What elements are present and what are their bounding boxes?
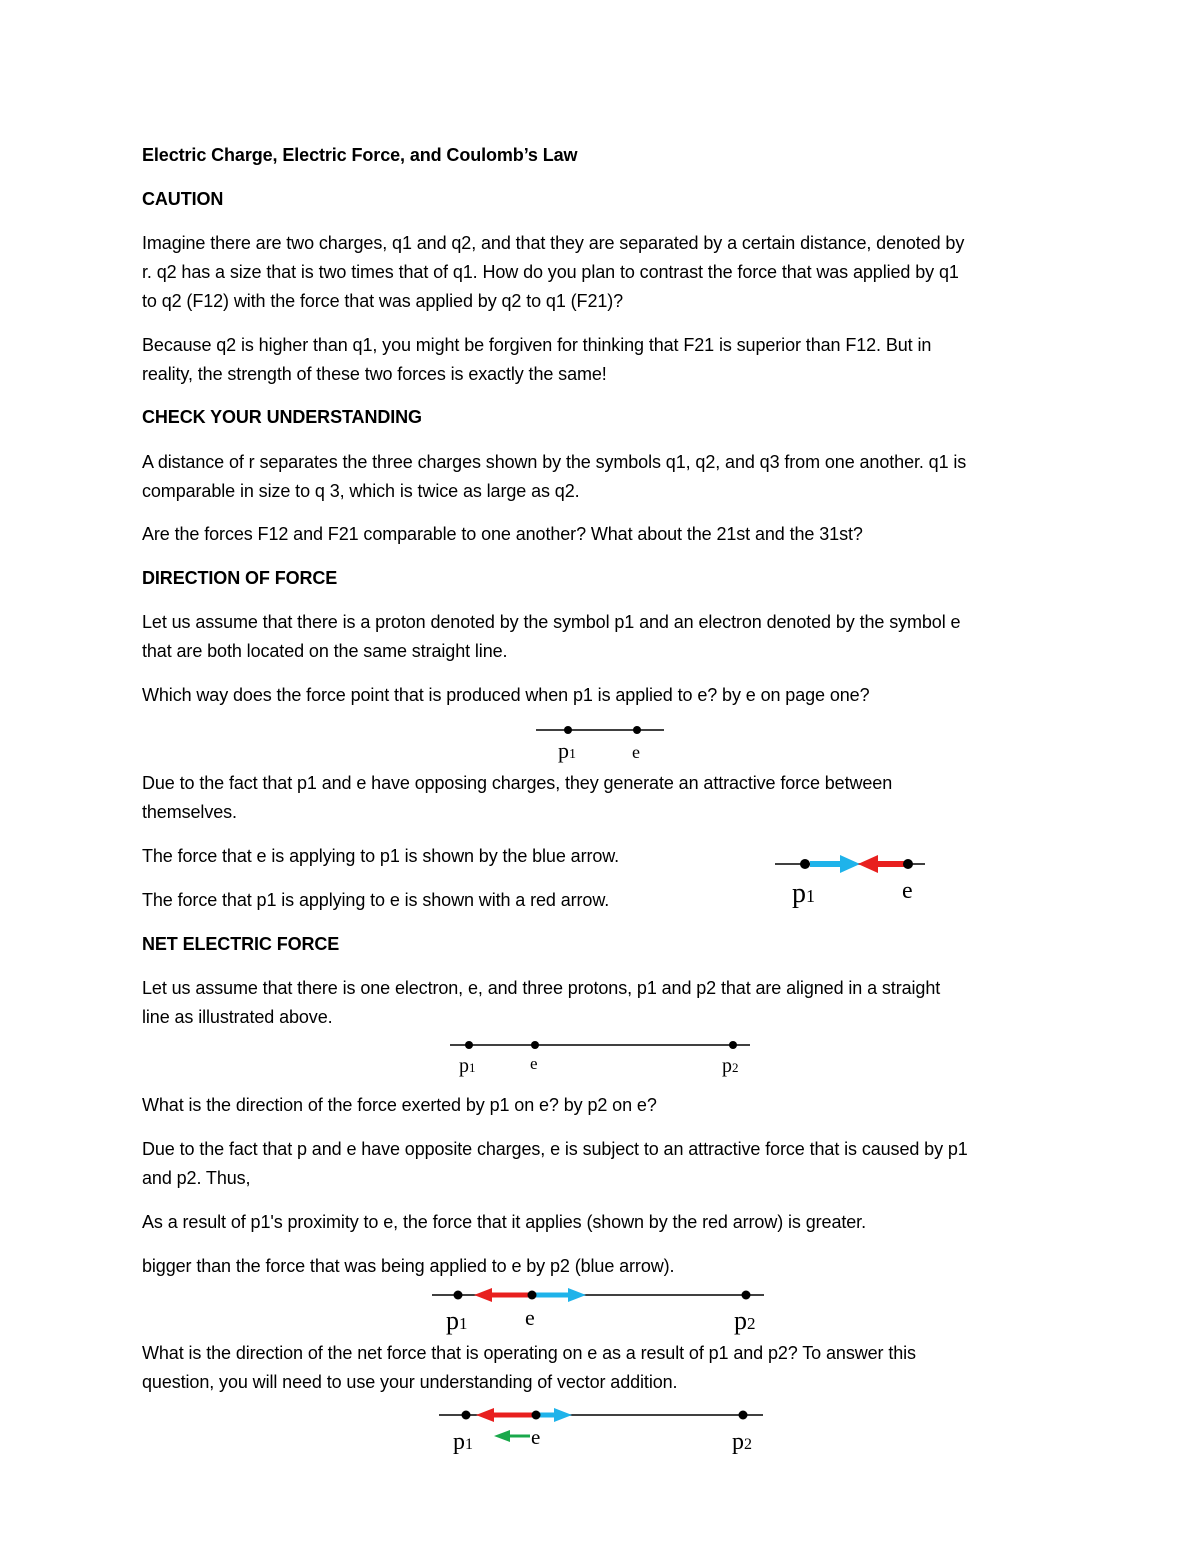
e-charge-dot — [532, 1411, 541, 1420]
net-paragraph-line: As a result of p1's proximity to e, the force that it applies (shown by the red arrow) is greater. — [142, 1212, 866, 1232]
caution-paragraph-line: to q2 (F12) with the force that was applied by q2 to q1 (F21)? — [142, 291, 624, 311]
net-heading: NET ELECTRIC FORCE — [142, 934, 340, 954]
check-paragraph-line: comparable in size to q 3, which is twice as large as q2. — [142, 481, 580, 501]
direction-heading: DIRECTION OF FORCE — [142, 568, 338, 588]
page-title: Electric Charge, Electric Force, and Coulomb’s Law — [142, 145, 578, 165]
p1-charge-dot — [800, 859, 810, 869]
check-paragraph-line: A distance of r separates the three charges shown by the symbols q1, q2, and q3 from one another. q1 is — [142, 452, 967, 472]
direction-paragraph-line: Due to the fact that p1 and e have opposing charges, they generate an attractive force between — [142, 773, 893, 793]
net-paragraph-line: bigger than the force that was being applied to e by p2 (blue arrow). — [142, 1256, 675, 1276]
blue-arrow-head — [840, 855, 860, 873]
red-arrow-head — [476, 1408, 494, 1422]
caution-paragraph-line: reality, the strength of these two forces is exactly the same! — [142, 364, 607, 384]
p1-label: p1 — [459, 1055, 476, 1077]
net-paragraph-line: line as illustrated above. — [142, 1007, 333, 1027]
p2-label: p2 — [732, 1429, 752, 1455]
red-arrow-caption: The force that p1 is applying to e is shown with a red arrow. — [142, 890, 610, 910]
e-charge-dot — [903, 859, 913, 869]
red-arrow-head — [858, 855, 878, 873]
direction-paragraph-line: Let us assume that there is a proton denoted by the symbol p1 and an electron denoted by the symbol e — [142, 612, 961, 632]
check-question: Are the forces F12 and F21 comparable to one another? What about the 21st and the 31st? — [142, 524, 863, 544]
e-label: e — [530, 1054, 538, 1073]
e-label: e — [531, 1425, 541, 1449]
net-paragraph-line: and p2. Thus, — [142, 1168, 251, 1188]
p1-label: p1 — [558, 738, 576, 763]
check-heading: CHECK YOUR UNDERSTANDING — [142, 407, 422, 427]
e-label: e — [632, 742, 640, 762]
e-label: e — [902, 878, 913, 904]
red-arrow-head — [474, 1288, 492, 1302]
blue-arrow-caption: The force that e is applying to p1 is shown by the blue arrow. — [142, 846, 620, 866]
e-charge-dot — [633, 726, 641, 734]
direction-paragraph-line: themselves. — [142, 802, 237, 822]
p1-charge-dot — [462, 1411, 471, 1420]
e-charge-dot — [531, 1041, 539, 1049]
p2-charge-dot — [742, 1291, 751, 1300]
figure-net-force — [436, 1403, 766, 1459]
net-paragraph-line: Let us assume that there is one electron, e, and three protons, p1 and p2 that are aligned in a straight — [142, 978, 941, 998]
p2-charge-dot — [729, 1041, 737, 1049]
p1-label: p1 — [453, 1429, 473, 1455]
direction-question: Which way does the force point that is produced when p1 is applied to e? by e on page one? — [142, 685, 870, 705]
figure-attraction — [772, 850, 928, 910]
green-arrow-head — [494, 1430, 510, 1442]
p2-charge-dot — [739, 1411, 748, 1420]
caution-heading: CAUTION — [142, 189, 224, 209]
caution-paragraph-line: Imagine there are two charges, q1 and q2, and that they are separated by a certain distance, denoted by — [142, 233, 965, 253]
blue-arrow-head — [568, 1288, 586, 1302]
e-label: e — [525, 1305, 535, 1330]
p1-label: p1 — [446, 1306, 468, 1335]
figure-forces-on-e — [428, 1283, 768, 1339]
figure-p1-e-p2 — [445, 1032, 755, 1080]
net-question: What is the direction of the force exerted by p1 on e? by p2 on e? — [142, 1095, 657, 1115]
direction-paragraph-line: that are both located on the same straight line. — [142, 641, 508, 661]
net-paragraph-line: What is the direction of the net force that is operating on e as a result of p1 and p2? To answer this — [142, 1343, 916, 1363]
p2-label: p2 — [722, 1055, 739, 1077]
p1-label: p1 — [792, 878, 815, 909]
net-paragraph-line: Due to the fact that p and e have opposite charges, e is subject to an attractive force that is caused by p1 — [142, 1139, 968, 1159]
caution-paragraph-line: r. q2 has a size that is two times that of q1. How do you plan to contrast the force that was applied by q1 — [142, 262, 959, 282]
e-charge-dot — [528, 1291, 537, 1300]
p2-label: p2 — [734, 1306, 756, 1335]
p1-charge-dot — [564, 726, 572, 734]
figure-p1-e — [530, 718, 670, 766]
p1-charge-dot — [454, 1291, 463, 1300]
blue-arrow-head — [554, 1408, 572, 1422]
caution-paragraph-line: Because q2 is higher than q1, you might be forgiven for thinking that F21 is superior than F12. But in — [142, 335, 932, 355]
net-paragraph-line: question, you will need to use your understanding of vector addition. — [142, 1372, 678, 1392]
p1-charge-dot — [465, 1041, 473, 1049]
